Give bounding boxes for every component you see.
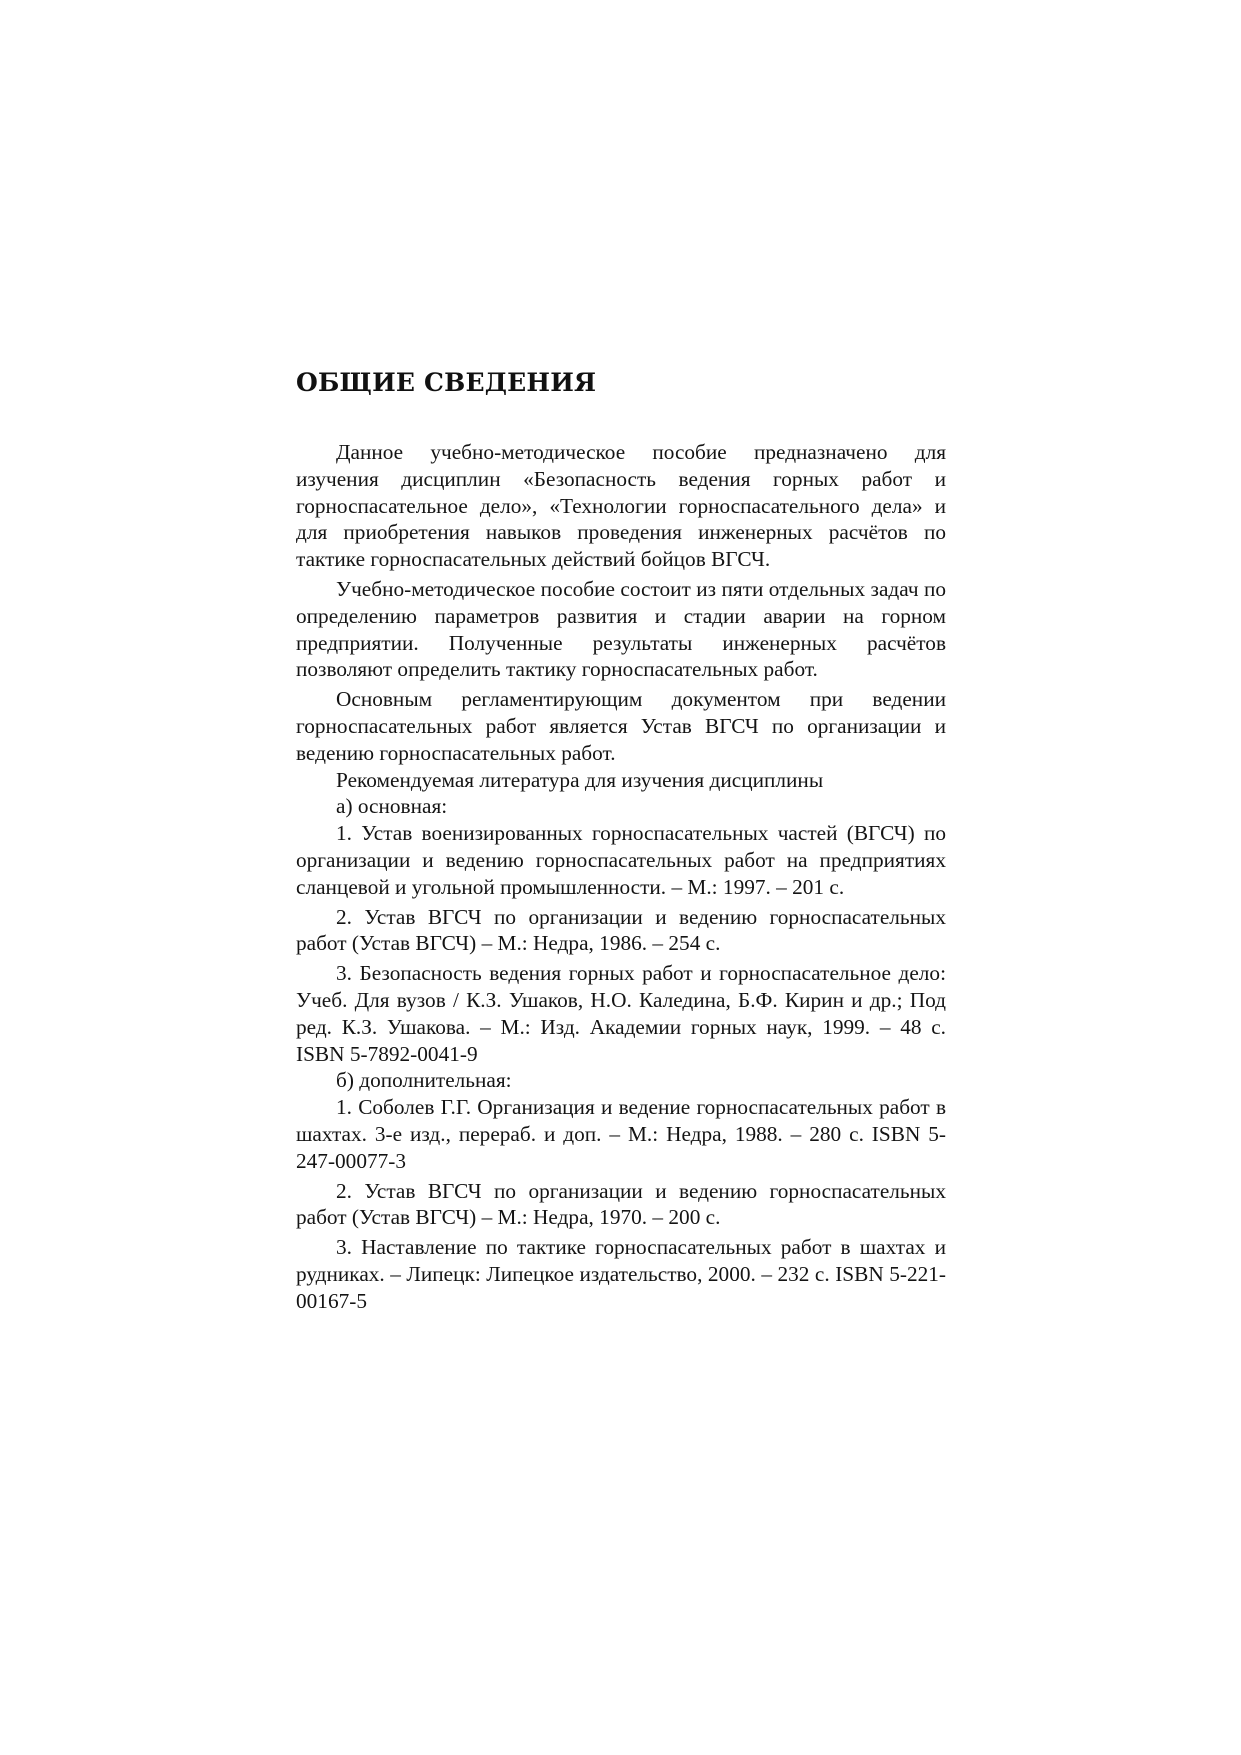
page-content [296, 368, 946, 1315]
paragraph-literature-intro: Рекомендуемая литература для изучения дисциплины [336, 767, 824, 792]
paragraph-structure: Учебно-методическое пособие состоит из пяти отдельных задач по определению параметров развития и стадии аварии на горном предприятии. Полученные результаты инженерных расчётов позволяют определить тактику горноспасательных работ. [296, 576, 946, 682]
literature-extra-item: 2. Устав ВГСЧ по организации и ведению горноспасательных работ (Устав ВГСЧ) – М.: Недра, 1970. – 200 с. [296, 1178, 946, 1230]
literature-extra-item: 3. Наставление по тактике горноспасательных работ в шахтах и рудниках. – Липецк: Липецкое издательство, 2000. – 232 с. ISBN 5-221-00167-5 [296, 1235, 946, 1313]
literature-main-item: 1. Устав военизированных горноспасательных частей (ВГСЧ) по организации и ведению горноспасательных работ на предприятиях сланцевой и угольной промышленности. – М.: 1997. – 201 с. [296, 821, 946, 899]
literature-main-label: а) основная: [336, 794, 448, 819]
body-text [296, 439, 946, 1315]
paragraph-purpose: Данное учебно-методическое пособие предназначено для изучения дисциплин «Безопасность ведения горных работ и горноспасательное дело», «Технологии горноспасательного дела» и для приобретения навыков проведения инженерных расчётов по тактике горноспасательных действий бойцов ВГСЧ. [296, 440, 946, 572]
literature-extra-label: б) дополнительная: [336, 1068, 512, 1093]
section-title: ОБЩИЕ СВЕДЕНИЯ [296, 368, 597, 397]
literature-extra-item: 1. Соболев Г.Г. Организация и ведение горноспасательных работ в шахтах. 3-е изд., перераб. и доп. – М.: Недра, 1988. – 280 с. ISBN 5-247-00077-3 [296, 1095, 946, 1173]
literature-main-item: 3. Безопасность ведения горных работ и горноспасательное дело: Учеб. Для вузов / К.З. Ушаков, Н.О. Каледина, Б.Ф. Кирин и др.; Под ред. К.З. Ушакова. – М.: Изд. Академии горных наук, 1999. – 48 с. ISBN 5-7892-0041-9 [296, 961, 946, 1066]
literature-main-item: 2. Устав ВГСЧ по организации и ведению горноспасательных работ (Устав ВГСЧ) – М.: Недра, 1986. – 254 с. [296, 904, 946, 956]
paragraph-regulation: Основным регламентирующим документом при ведении горноспасательных работ является Устав ВГСЧ по организации и ведению горноспасательных работ. [296, 687, 946, 765]
